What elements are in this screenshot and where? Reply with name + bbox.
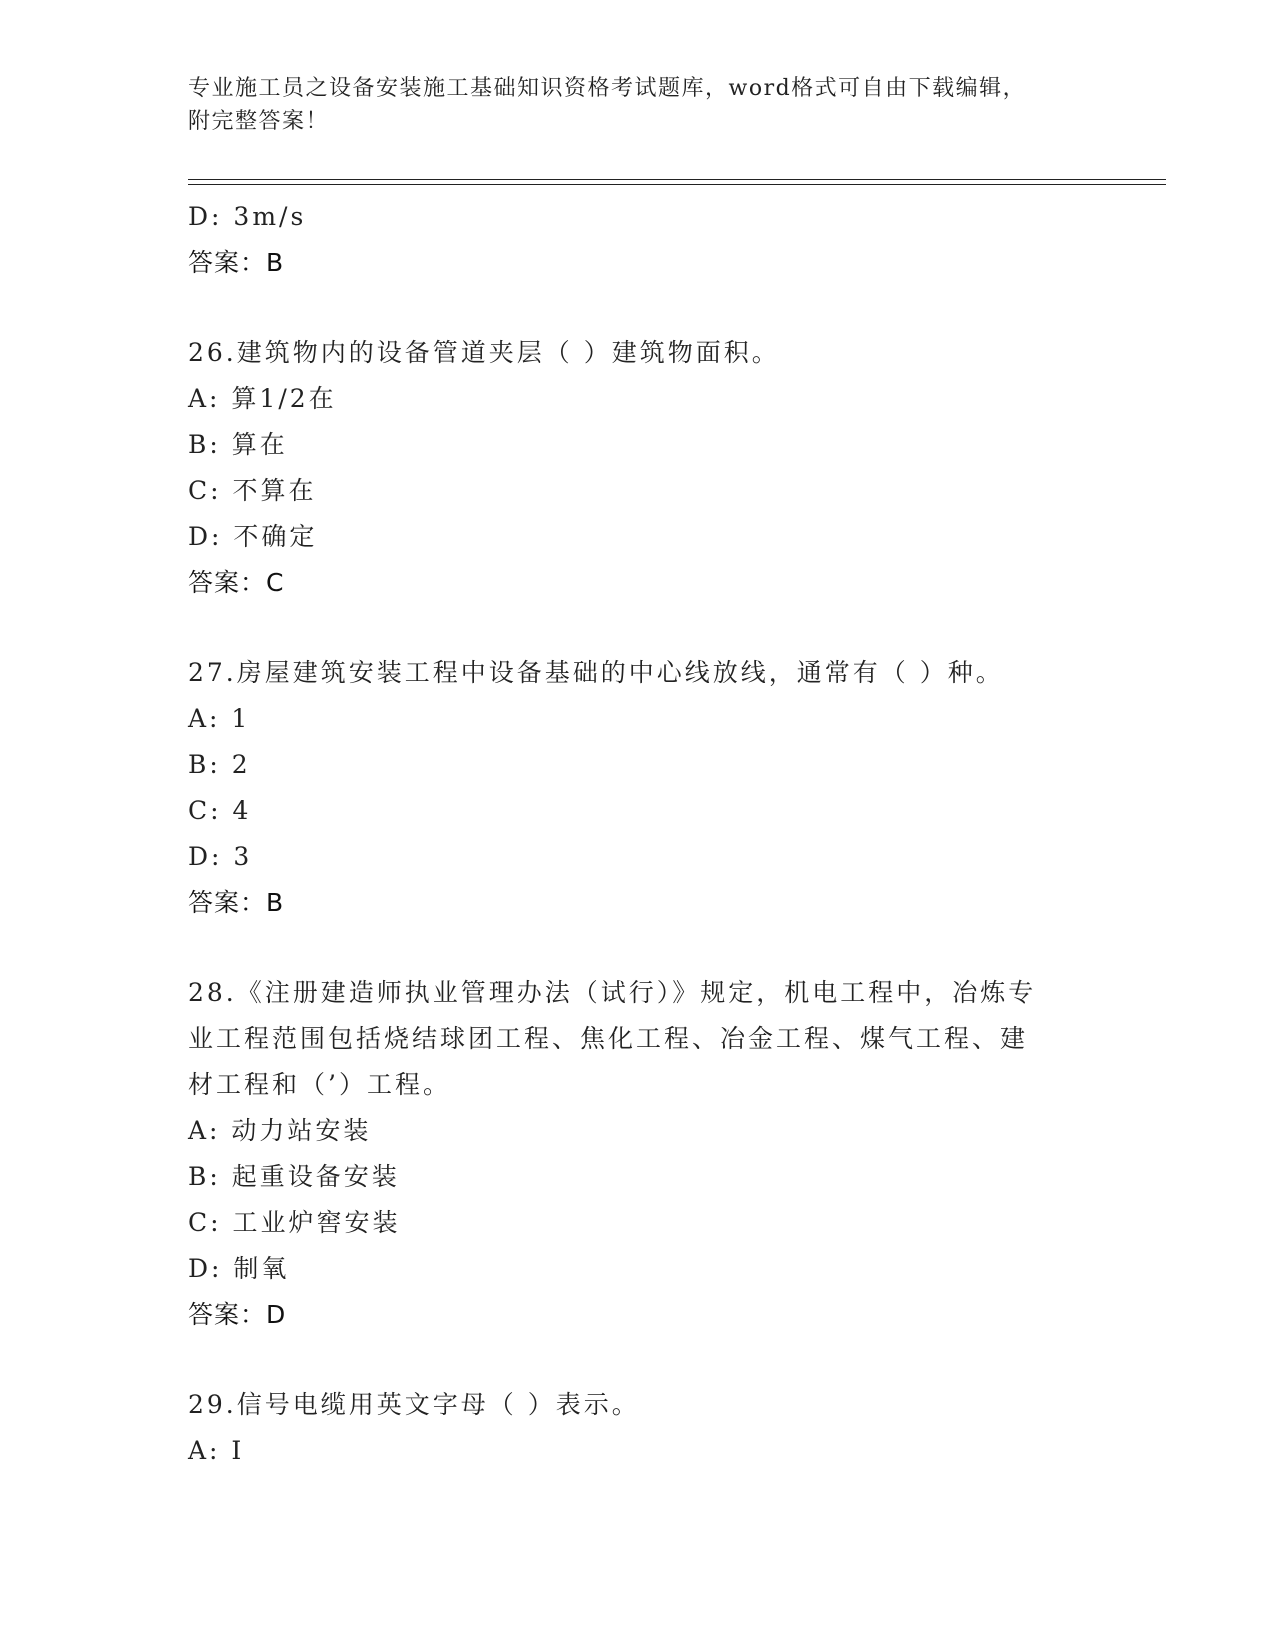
question-stem: 27.房屋建筑安装工程中设备基础的中心线放线，通常有（ ）种。 [188,658,1004,687]
document-header [188,72,1088,138]
option-a: A: 1 [188,704,251,733]
header-divider-bottom [188,184,1166,185]
spacer [188,926,1088,970]
answer-label: 答案：D [188,1300,287,1329]
option-a: A: I [188,1436,245,1465]
question-28 [188,970,1088,1338]
option-c: C: 不算在 [188,476,317,505]
option-c: C: 工业炉窖安装 [188,1208,401,1237]
header-line-2: 附完整答案！ [188,109,330,134]
option-b: B: 算在 [188,430,288,459]
question-list [188,194,1088,1474]
answer-label: 答案：B [188,888,285,917]
answer-label: 答案：B [188,248,285,277]
header-divider-top [188,179,1166,180]
question-26 [188,330,1088,606]
header-line-1: 专业施工员之设备安装施工基础知识资格考试题库，word格式可自由下载编辑， [188,76,1027,101]
option-d: D: 制氧 [188,1254,290,1283]
option-c: C: 4 [188,796,252,825]
question-stem-line-1: 28.《注册建造师执业管理办法（试行）》规定，机电工程中，冶炼专 [188,978,1037,1007]
option-d: D: 3 [188,842,253,871]
spacer [188,1338,1088,1382]
spacer [188,286,1088,330]
question-29 [188,1382,1088,1474]
option-d: D: 不确定 [188,522,318,551]
option-b: B: 2 [188,750,251,779]
option-b: B: 起重设备安装 [188,1162,400,1191]
question-stem: 26.建筑物内的设备管道夹层（ ）建筑物面积。 [188,338,780,367]
question-27 [188,650,1088,926]
option-d: D: 3m/s [188,202,307,231]
question-stem-line-3: 材工程和（’）工程。 [188,1070,451,1099]
answer-label: 答案：C [188,568,285,597]
spacer [188,606,1088,650]
option-a: A: 算1/2在 [188,384,337,413]
question-25-tail [188,194,1088,286]
option-a: A: 动力站安装 [188,1116,372,1145]
question-stem-line-2: 业工程范围包括烧结球团工程、焦化工程、冶金工程、煤气工程、建 [188,1024,1029,1053]
question-stem: 29.信号电缆用英文字母（ ）表示。 [188,1390,640,1419]
